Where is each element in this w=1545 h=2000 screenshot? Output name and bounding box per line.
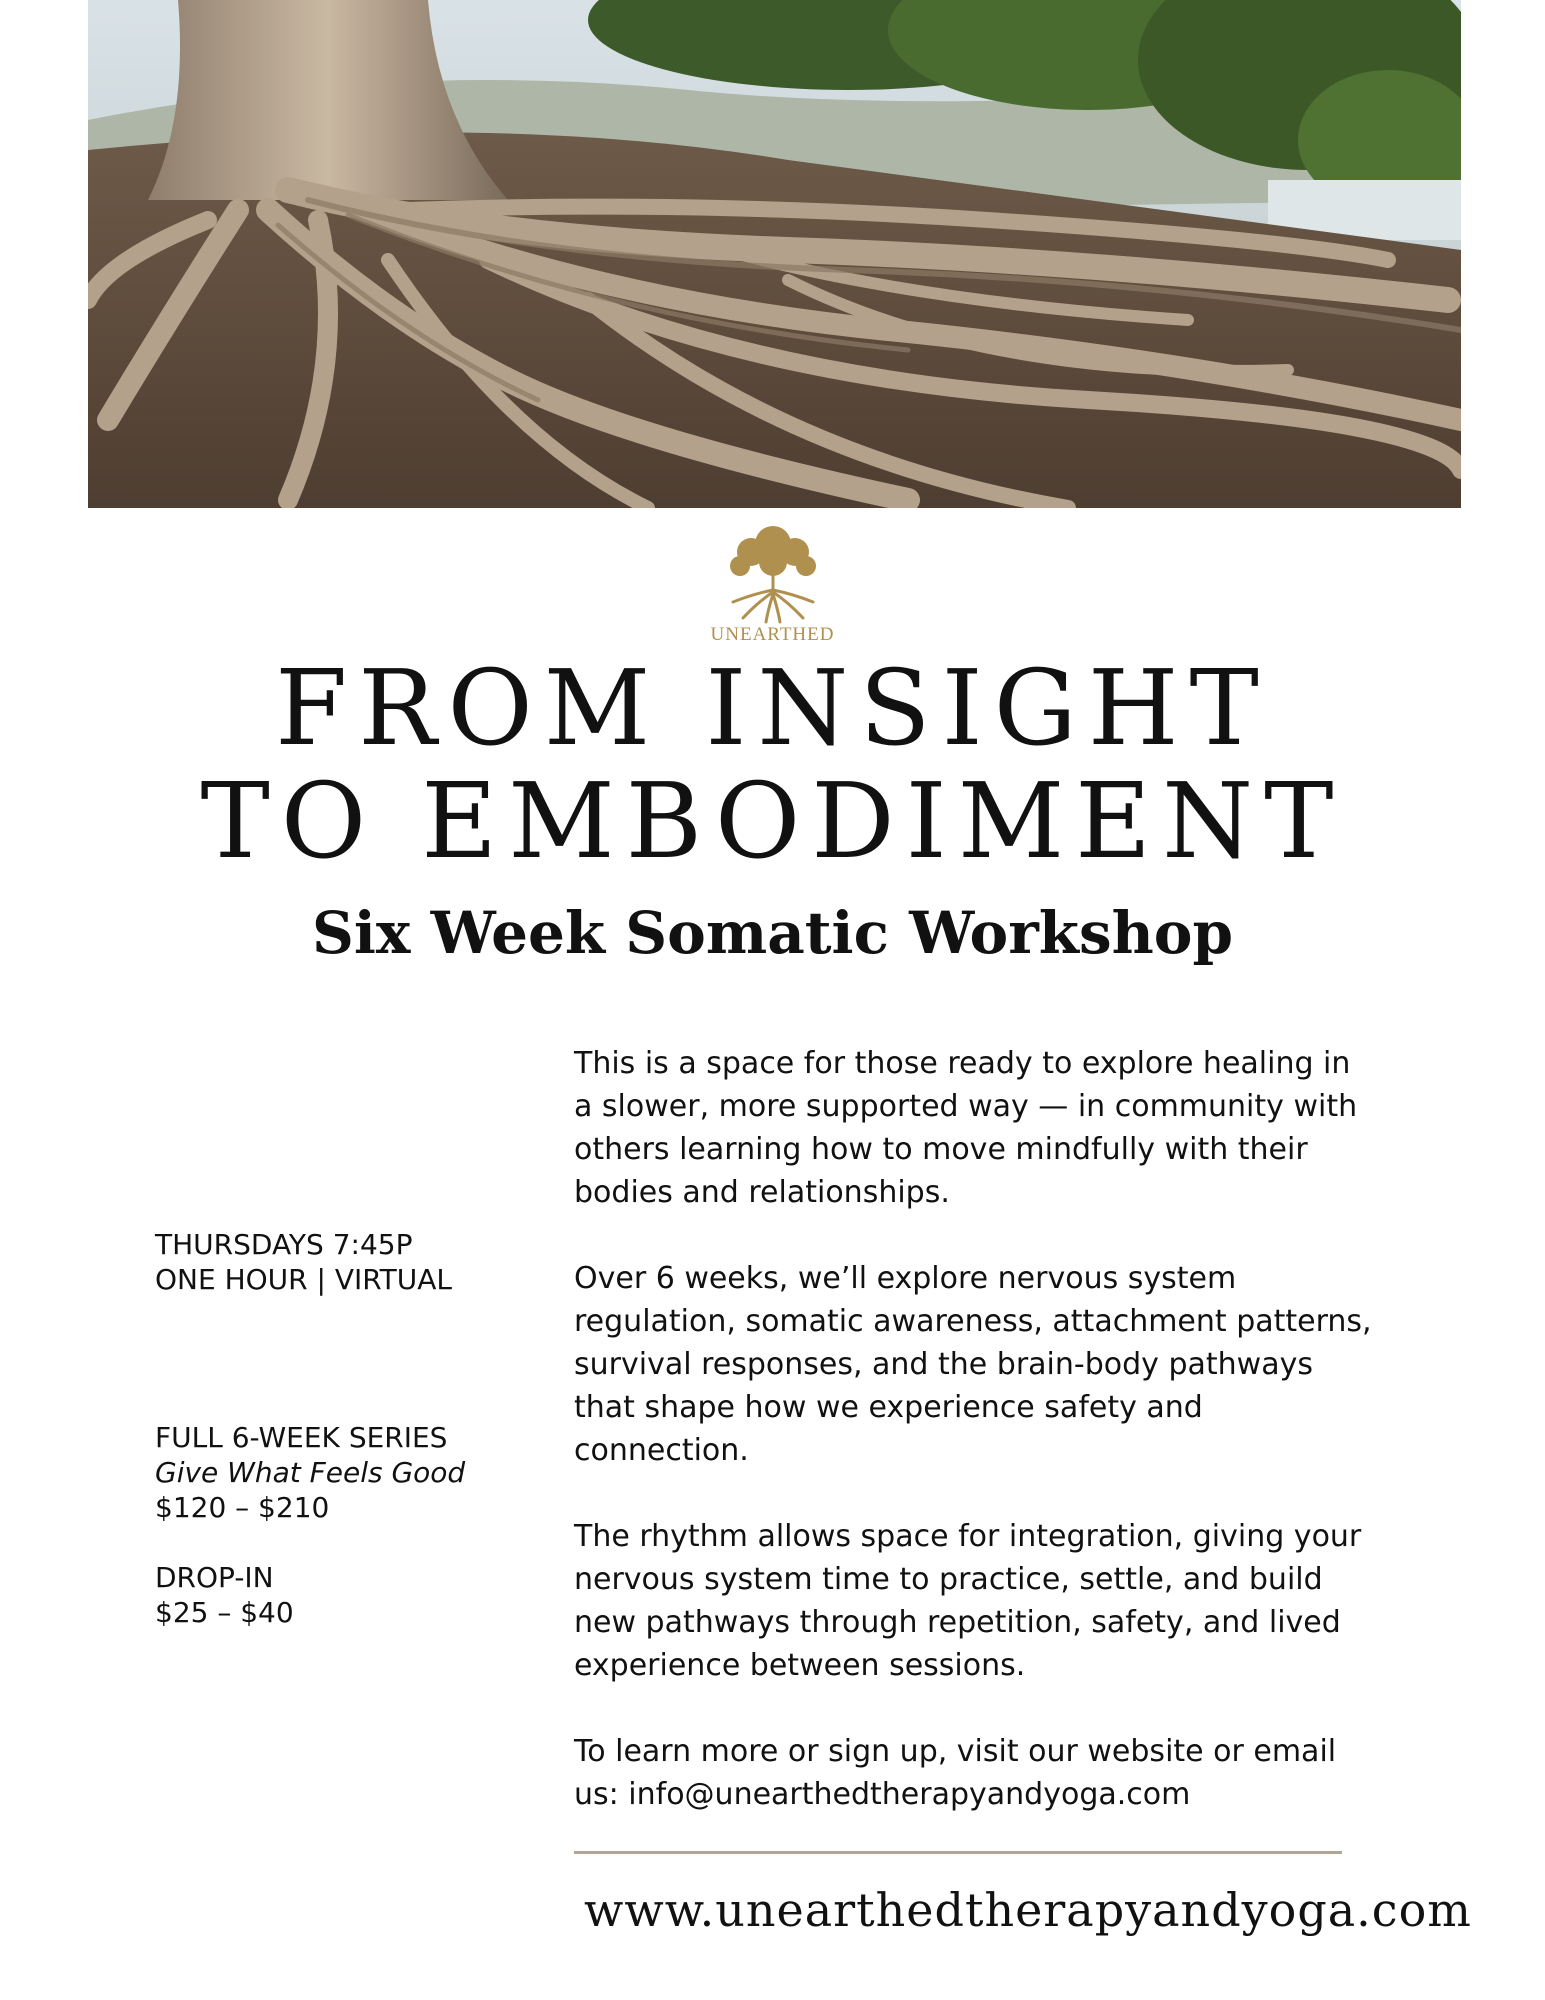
dropin-pricing-block xyxy=(155,1560,535,1630)
page-title xyxy=(0,647,1545,882)
schedule-day-time: THURSDAYS 7:45P xyxy=(155,1228,413,1261)
brand-logo xyxy=(0,522,1545,646)
schedule-block xyxy=(155,1227,535,1297)
title-line-2: TO EMBODIMENT xyxy=(200,760,1345,882)
footer-divider xyxy=(574,1851,1342,1854)
series-note: Give What Feels Good xyxy=(155,1456,466,1489)
hero-image-tree-roots xyxy=(88,0,1461,508)
tree-logo-icon xyxy=(718,522,828,624)
tree-roots-illustration xyxy=(88,0,1461,508)
series-label: FULL 6-WEEK SERIES xyxy=(155,1421,448,1454)
body-paragraph-4: To learn more or sign up, visit our website or email us: info@unearthedtherapyandyoga.com xyxy=(574,1734,1337,1812)
series-pricing-block xyxy=(155,1420,535,1525)
body-paragraph-3: The rhythm allows space for integration, giving your nervous system time to practice, settle, and build new pathways through repetition, safety, and lived experience between sessions. xyxy=(574,1519,1362,1683)
dropin-price: $25 – $40 xyxy=(155,1596,294,1629)
dropin-label: DROP-IN xyxy=(155,1561,274,1594)
series-price: $120 – $210 xyxy=(155,1491,330,1524)
schedule-format: ONE HOUR | VIRTUAL xyxy=(155,1263,453,1296)
title-line-1: FROM INSIGHT xyxy=(275,647,1270,769)
logo-wordmark: UNEARTHED xyxy=(710,624,835,645)
body-paragraph-1: This is a space for those ready to explore healing in a slower, more supported way — in community with others learning how to move mindfully with their bodies and relationships. xyxy=(574,1046,1358,1210)
website-link[interactable]: www.unearthedtherapyandyoga.com xyxy=(584,1883,1472,1937)
description-body xyxy=(574,1042,1374,1859)
page-subtitle: Six Week Somatic Workshop xyxy=(311,899,1234,967)
body-paragraph-2: Over 6 weeks, we’ll explore nervous system regulation, somatic awareness, attachment patterns, survival responses, and the brain-body pathways that shape how we experience safety and connection. xyxy=(574,1261,1372,1468)
